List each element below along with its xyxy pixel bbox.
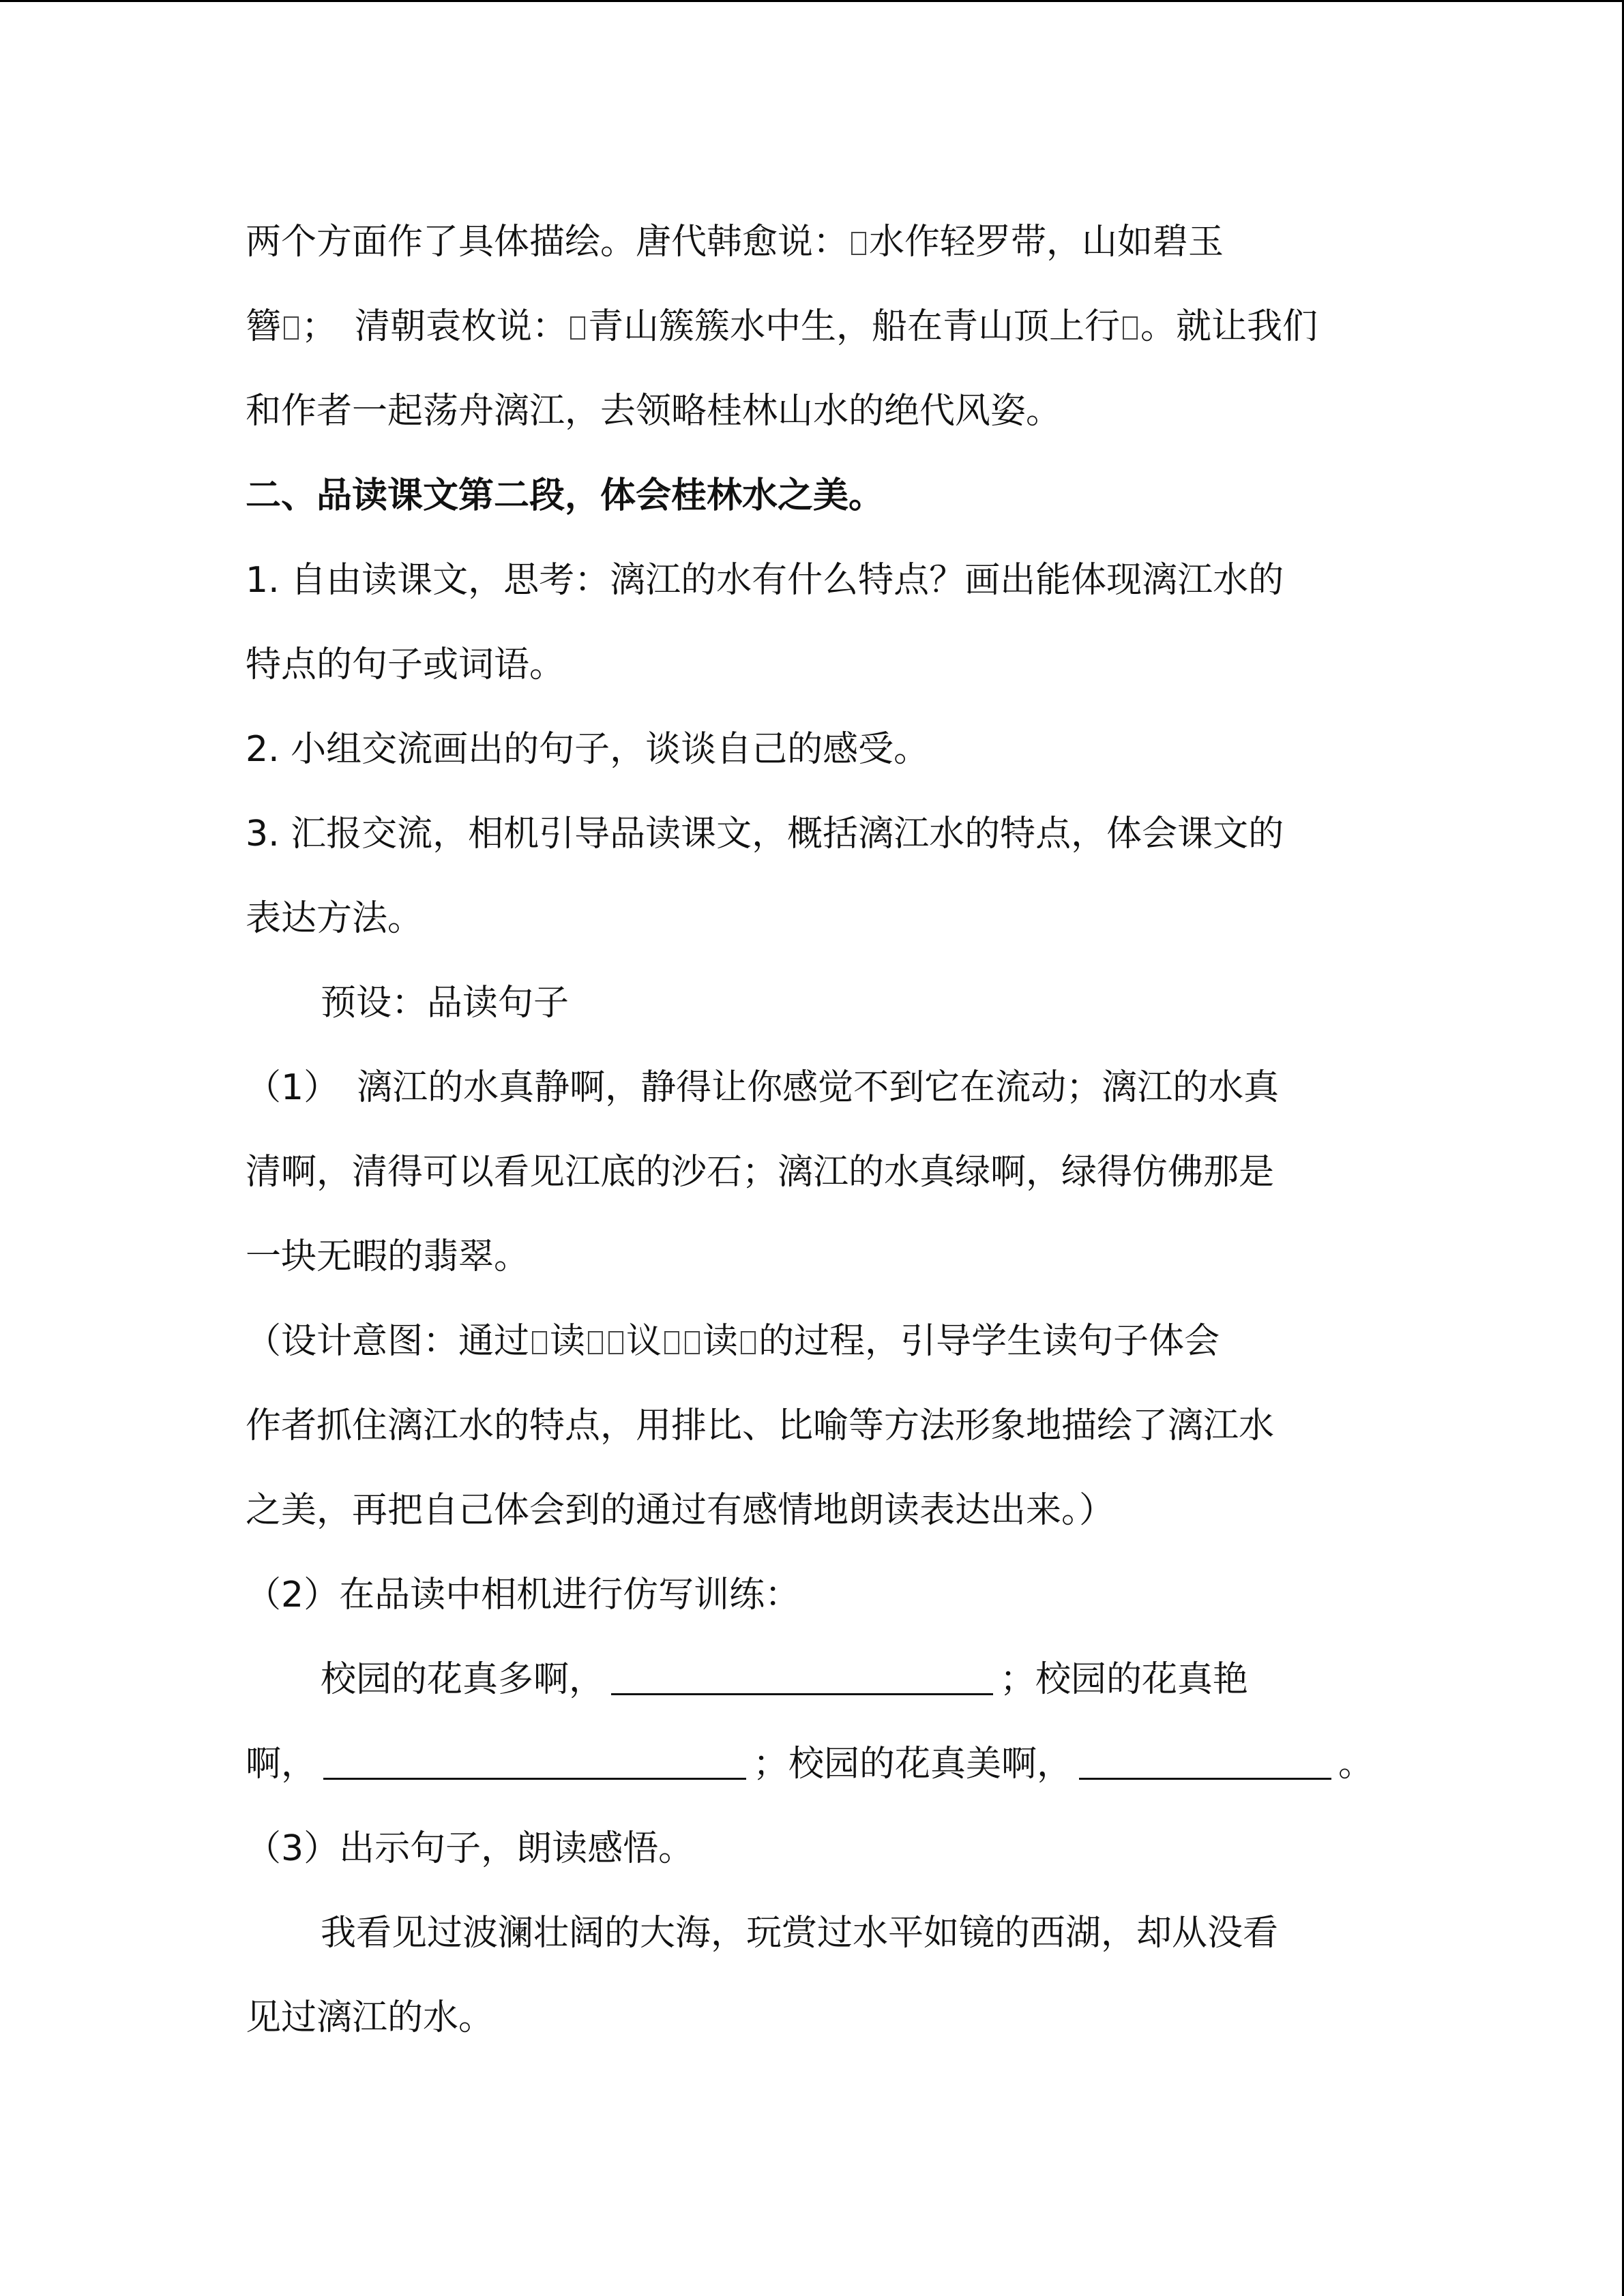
missing-glyph-box	[532, 1331, 547, 1354]
missing-glyph-box	[570, 316, 585, 340]
text-span: 水作轻罗带，山如碧玉	[869, 222, 1224, 263]
text-span: 簪	[246, 306, 282, 347]
text-span: 。	[1338, 1744, 1374, 1785]
missing-glyph-box	[741, 1331, 756, 1354]
text-span: ； 清朝袁枚说：	[301, 306, 568, 347]
document-body	[246, 200, 1381, 2060]
missing-glyph-box	[685, 1331, 700, 1354]
design-intent-line: 之美，再把自己体会到的通过有感情地朗读表达出来。）	[246, 1490, 1115, 1531]
sentence-3: （3）出示句子，朗读感悟。	[246, 1828, 694, 1869]
text-span: ；校园的花真美啊，	[753, 1744, 1073, 1785]
text-span: 啊，	[246, 1744, 317, 1785]
paragraph-line	[246, 284, 1381, 369]
missing-glyph-box	[851, 232, 866, 255]
text-span: 。就让我们	[1140, 306, 1318, 347]
preset-label: 预设：品读句子	[321, 983, 570, 1024]
text-span: 议	[626, 1321, 662, 1362]
paragraph-line: 和作者一起荡舟漓江，去领略桂林山水的绝代风姿。	[246, 391, 1062, 432]
text-span: 的过程，引导学生读句子体会	[758, 1321, 1220, 1362]
text-span: 两个方面作了具体描绘。唐代韩愈说：	[246, 222, 849, 263]
list-item-3-line: 表达方法。	[246, 898, 424, 939]
paragraph-line	[246, 200, 1381, 284]
text-span: （设计意图：通过	[246, 1321, 530, 1362]
final-paragraph-line: 我看见过波澜壮阔的大海，玩赏过水平如镜的西湖，却从没看	[321, 1913, 1279, 1954]
list-item-3-line: 3. 汇报交流，相机引导品读课文，概括漓江水的特点，体会课文的	[246, 814, 1284, 854]
text-span: 校园的花真多啊，	[321, 1659, 605, 1700]
imitation-line	[246, 1722, 1381, 1806]
design-intent-line: 作者抓住漓江水的特点，用排比、比喻等方法形象地描绘了漓江水	[246, 1405, 1275, 1446]
text-span: 青山簇簇水中生，船在青山顶上行	[588, 306, 1121, 347]
sentence-1-line: （1） 漓江的水真静啊，静得让你感觉不到它在流动；漓江的水真	[246, 1067, 1280, 1108]
text-span: 读	[550, 1321, 586, 1362]
list-item-1-line: 1. 自由读课文，思考：漓江的水有什么特点？画出能体现漓江水的	[246, 560, 1284, 601]
missing-glyph-box	[664, 1331, 679, 1354]
section-heading: 二、品读课文第二段，体会桂林水之美。	[246, 475, 885, 516]
missing-glyph-box	[1123, 316, 1138, 340]
missing-glyph-box	[608, 1331, 623, 1354]
sentence-2: （2）在品读中相机进行仿写训练：	[246, 1575, 801, 1615]
fill-in-blank[interactable]	[1079, 1744, 1331, 1780]
text-span: ；校园的花真艳	[1000, 1659, 1249, 1700]
final-paragraph-line: 见过漓江的水。	[246, 1997, 494, 2038]
sentence-1-line: 清啊，清得可以看见江底的沙石；漓江的水真绿啊，绿得仿佛那是	[246, 1152, 1275, 1193]
imitation-line	[246, 1637, 1381, 1722]
sentence-1-line: 一块无暇的翡翠。	[246, 1236, 530, 1277]
list-item-2: 2. 小组交流画出的句子，谈谈自己的感受。	[246, 729, 930, 770]
fill-in-blank[interactable]	[611, 1659, 993, 1695]
missing-glyph-box	[588, 1331, 603, 1354]
fill-in-blank[interactable]	[323, 1744, 746, 1780]
list-item-1-line: 特点的句子或词语。	[246, 644, 565, 685]
missing-glyph-box	[284, 316, 299, 340]
text-span: 读	[703, 1321, 739, 1362]
design-intent-line	[246, 1299, 1381, 1384]
